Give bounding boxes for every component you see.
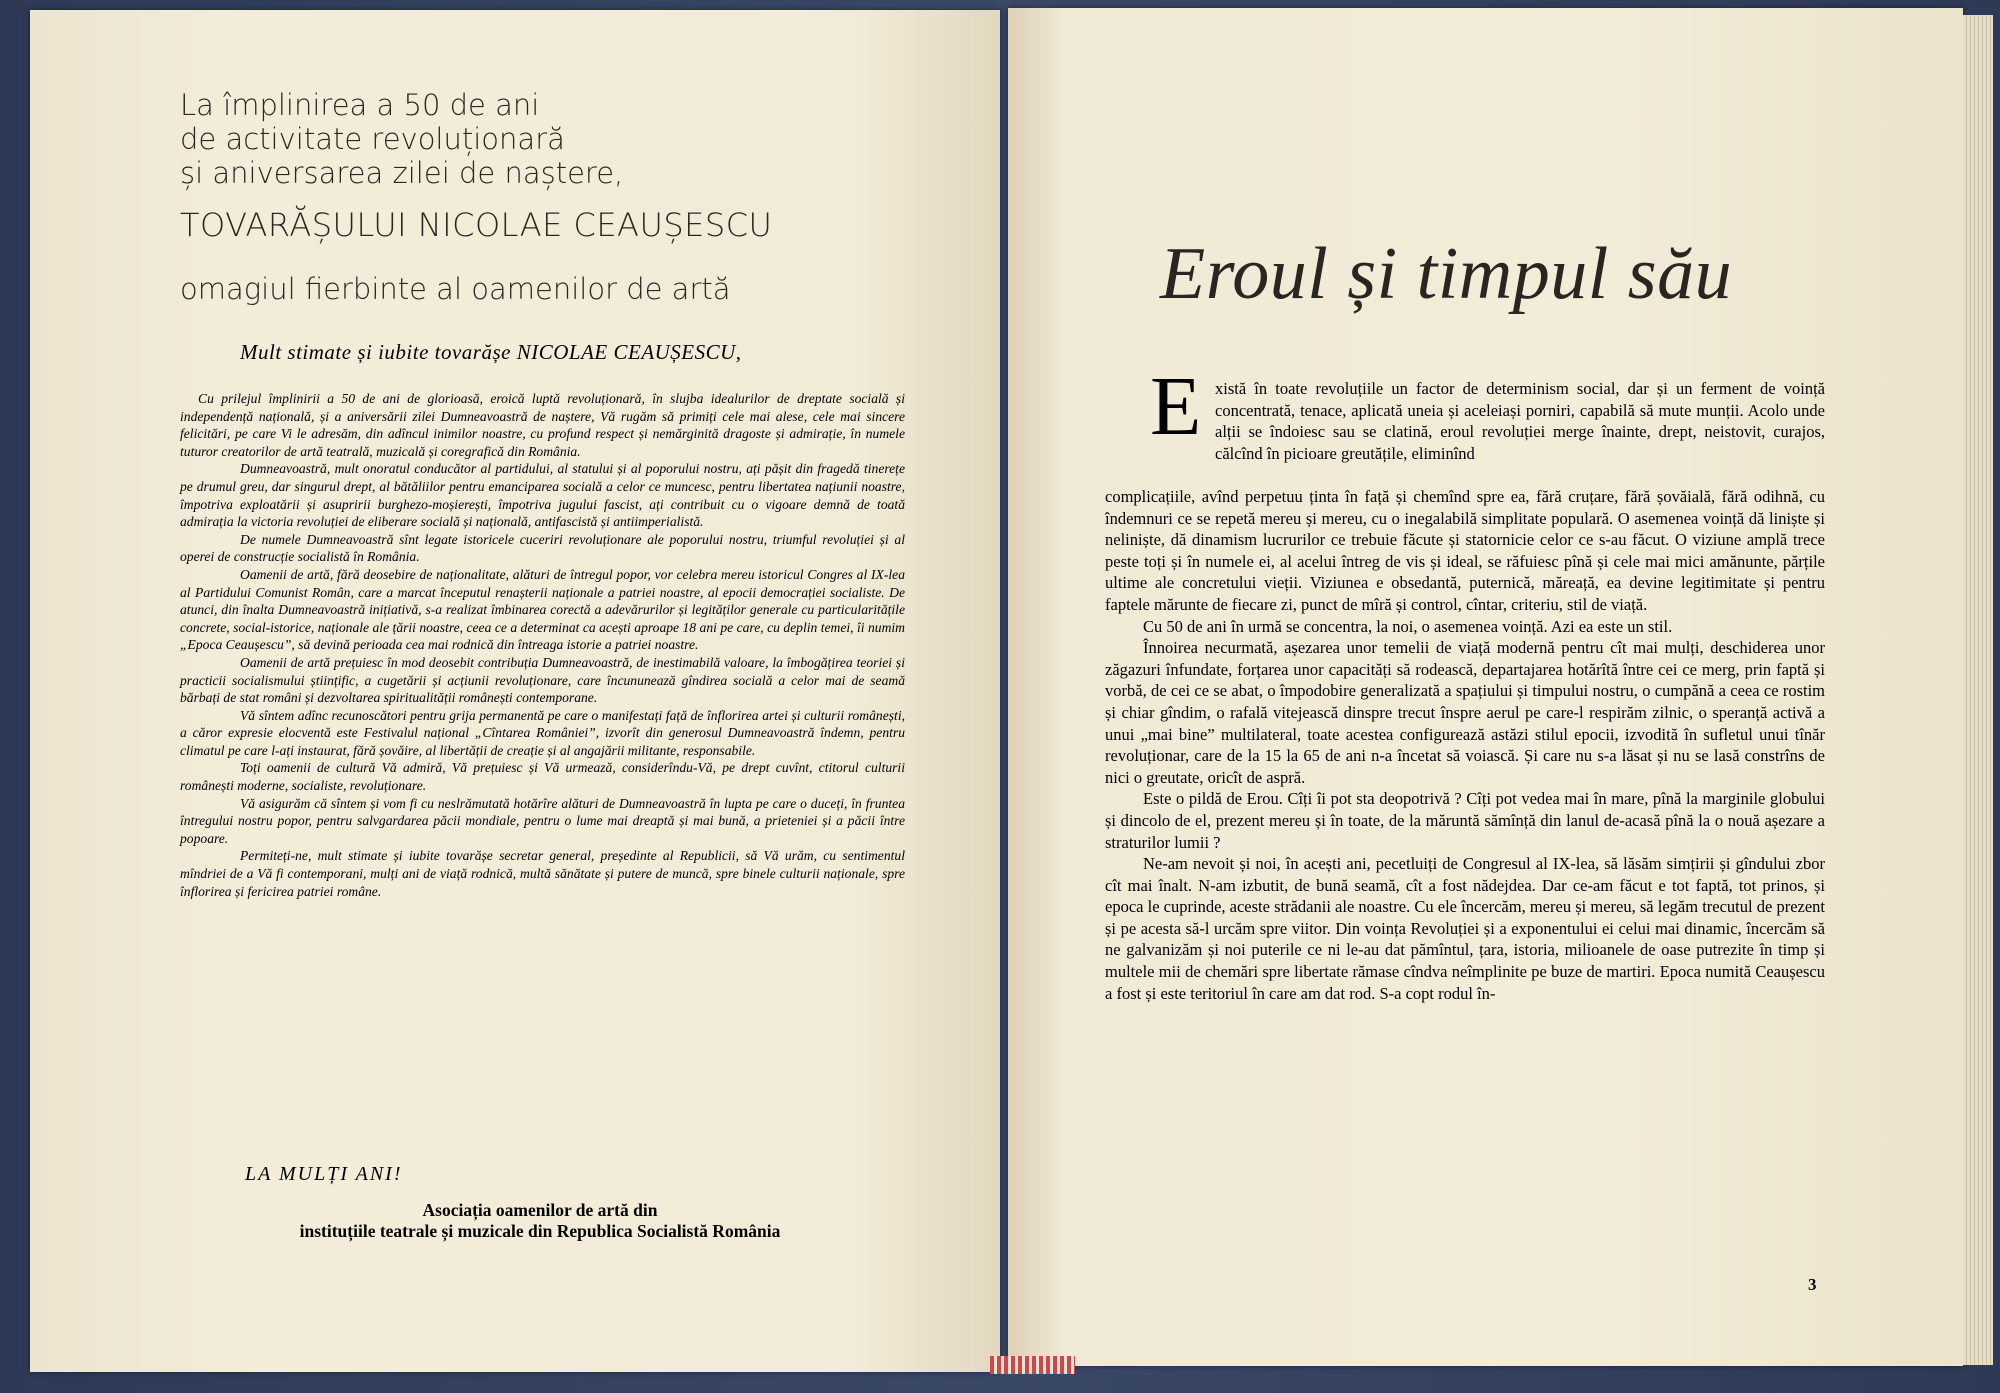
article-title: Eroul și timpul său	[1160, 233, 1733, 315]
letter-paragraph: Permiteți-ne, mult stimate și iubite tovarășe secretar general, președinte al Republicii, să Vă urăm, cu sentimentul mîndriei de a Vă fi contemporani, mulți ani de viață rodnică, multă sănătate și putere de muncă, spre binele culturii naționale, spre înflorirea și fericirea patriei române.	[180, 848, 905, 899]
heading-name: TOVARĂȘULUI NICOLAE CEAUȘESCU	[180, 206, 773, 244]
letter-paragraph: Toți oamenii de cultură Vă admiră, Vă prețuiesc și Vă urmează, considerîndu-Vă, pe drept cuvînt, ctitorul culturii românești moderne, socialiste, revoluționare.	[180, 760, 905, 794]
heading-line-5: omagiul fierbinte al oamenilor de artă	[180, 272, 731, 306]
drop-cap: E	[1150, 360, 1202, 453]
bookmark-ribbon	[990, 1356, 1075, 1374]
letter-paragraph: Oamenii de artă, fără deosebire de naționalitate, alături de întregul popor, vor celebra mereu istoricul Congres al IX-lea al Partidului Comunist Român, care a marcat începutul renașterii naționale a patriei noastre, al epocii democrației socialiste. De atunci, din înalta Dumneavoastră inițiativă, s-a realizat îmbinarea corectă a adevărurilor și legităților generale cu particularitățile concrete, social-istorice, naționale ale țării noastre, ceea ce a determinat ca acești aproape 18 ani pe care, cu deplin temei, îi numim „Epoca Ceaușescu”, să devină perioada cea mai rodnică din întreaga istorie a patriei noastre.	[180, 566, 905, 653]
letter-paragraph: De numele Dumneavoastră sînt legate istoricele cuceriri revoluționare ale poporului nostru, triumful revoluției și al operei de construcție socialistă în România.	[180, 531, 905, 565]
letter-paragraph: Vă sîntem adînc recunoscători pentru grija permanentă pe care o manifestați față de înflorirea artei și culturii românești, a căror expresie elocventă este Festivalul național „Cîntarea României”, izvorît din generosul Dumneavoastră îndemn, pentru climatul pe care l-ați instaurat, fără șovăire, al libertății de creație și al angajării militante, responsabile.	[180, 707, 905, 758]
letter-paragraph: Cu prilejul împlinirii a 50 de ani de glorioasă, eroică luptă revoluționară, în slujba idealurilor de dreptate socială și independență națională, și a aniversării zilei Dumneavoastră de naștere, Vă rugăm să primiți cele mai alese, cele mai sincere felicitări, pe care Vi le adresăm, din adîncul inimilor noastre, cu profund respect și nemărginită dragoste și admirație, în numele tuturor creatorilor de artă teatrală, muzicală și coregrafică din România.	[180, 391, 905, 459]
article-paragraph: Înnoirea necurmată, așezarea unor temelii de viață modernă pentru cît mai mulți, deschiderea unor zăgazuri înfundate, forțarea unor capacități să rodească, departajarea hotărîtă între cei ce merg, prin faptă și vorbă, de cei ce se abat, o împodobire generalizată a spațiului și timpului nostru, o cumpănă a ceea ce rostim și chiar gîndim, o rafală vitejească dinspre trecut înspre aerul pe care-l respirăm zilnic, o speranță activă a unui „mai bine” multilateral, toate acestea configurează astăzi stilul epocii, izvodită în sufletul unui tînăr revoluționar, care de la 15 la 65 de ani n-a încetat să voiască. Și care nu s-a lăsat și nu se lasă constrîns de nici o greutate, oricît de aspră.	[1105, 638, 1825, 787]
article-paragraph: complicațiile, avînd perpetuu ținta în față și chemînd spre ea, fără cruțare, fără șovăială, fără odihnă, cu îndemnuri ce se repetă mereu și mereu, cu o inegalabilă simplitate populară. O asemenea voință dă liniște și neliniște, dă dinamism lucrurilor ce trebuie făcute și statornicie celor ce s-au făcut. O viziune amplă trece peste toți și în numele ei, al acelui întreg de vis și ideal, se răfuiesc pînă și cele mai mici amănunte, părțile ultime ale concretului vieții. Viziunea e obsedantă, puternică, măreață, ea devine legitimitate și pentru faptele mărunte de fiecare zi, punct de mîră și control, cîntar, criteriu, stil de viață.	[1105, 487, 1825, 614]
letter-paragraph: Oamenii de artă prețuiesc în mod deosebit contribuția Dumneavoastră, de inestimabilă valoare, la îmbogățirea teoriei și practicii socialismului științific, a cugetării și acțiunii revoluționare, care încununează gîndirea socială a celor mai de seamă bărbați de stat români și dezvoltarea spiritualității românești contemporane.	[180, 654, 905, 706]
article-paragraph: Este o pildă de Erou. Cîți îi pot sta deopotrivă ? Cîți pot vedea mai în mare, pînă la marginile globului și dincolo de el, prezent mereu și în toate, de la măruntă sămînță din lanul de-acasă pînă la o nouă așezare a straturilor lumii ?	[1105, 789, 1825, 852]
letter-paragraph: Vă asigurăm că sîntem și vom fi cu neslrămutată hotărîre alături de Dumneavoastră în lupta pe care o duceți, în fruntea întregului nostru popor, pentru salvgardarea păcii mondiale, pentru o lume mai dreaptă și mai bună, a prieteniei și a păcii între popoare.	[180, 795, 905, 846]
article-body	[1105, 486, 1825, 1004]
article-paragraph: Cu 50 de ani în urmă se concentra, la noi, o asemenea voință. Azi ea este un stil.	[1143, 616, 1673, 636]
heading-line-2: de activitate revoluționară	[180, 122, 565, 156]
article-paragraph: Ne-am nevoit și noi, în acești ani, pecetluiți de Congresul al IX-lea, să lăsăm simțirii și gîndului zbor cît mai înalt. N-am izbutit, de bună seamă, cît a fost nădejdea. Dar ce-am făcut e tot faptă, tot prinos, și epoca le cuprinde, aceste strădanii ale noastre. Cu ele încercăm, mereu și mereu, să legăm trecutul de prezent și pe acesta să-l urcăm spre viitor. Din voința Revoluției și a exponentului ei celui mai dinamic, încercăm să ne galvanizăm și noi puterile ce ni le-au dat pămîntul, țara, istoria, milioanele de oase putrezite în timp și multele mii de chemări spre libertate rămase cîndva neîmplinite pe buze de martiri. Epoca numită Ceaușescu a fost și este teritoriul în care am dat rod. S-a copt rodul în-	[1105, 854, 1825, 1003]
letter-body	[180, 390, 905, 900]
signature-line-1: Asociația oamenilor de artă din	[422, 1200, 658, 1220]
signature-line-2: instituțiile teatrale și muzicale din Republica Socialistă România	[299, 1221, 781, 1241]
page-edges	[1963, 15, 1993, 1365]
heading-line-1: La împlinirea a 50 de ani	[180, 88, 540, 122]
heading-line-3: și aniversarea zilei de naștere,	[180, 156, 624, 190]
page-number: 3	[1808, 1275, 1817, 1294]
article-intro: xistă în toate revoluțiile un factor de determinism social, dar și un ferment de voință concentrată, tenace, aplicată uneia și aceleiași porniri, capabilă să mute munții. Acolo unde alții se îndoiesc sau se clatină, eroul revoluției merge înainte, drept, neistovit, curajos, călcînd în picioare greutățile, eliminînd	[1215, 379, 1825, 463]
letter-greeting: Mult stimate și iubite tovarășe NICOLAE CEAUȘESCU,	[240, 340, 742, 364]
letter-closing: LA MULȚI ANI!	[245, 1163, 403, 1185]
letter-paragraph: Dumneavoastră, mult onoratul conducător al partidului, al statului și al poporului nostru, ați pășit din fragedă tinerețe pe drumul greu, dar singurul drept, al bătăliilor pentru emanciparea socială a celor ce muncesc, pentru libertatea națiunii noastre, împotriva exploatării și asupririi burghezo-moșierești, împotriva jugului fascist, ați contribuit cu o vigoare demnă de toată admirația la victoria revoluției de eliberare socială și națională, antifascistă și antiimperialistă.	[180, 461, 905, 530]
